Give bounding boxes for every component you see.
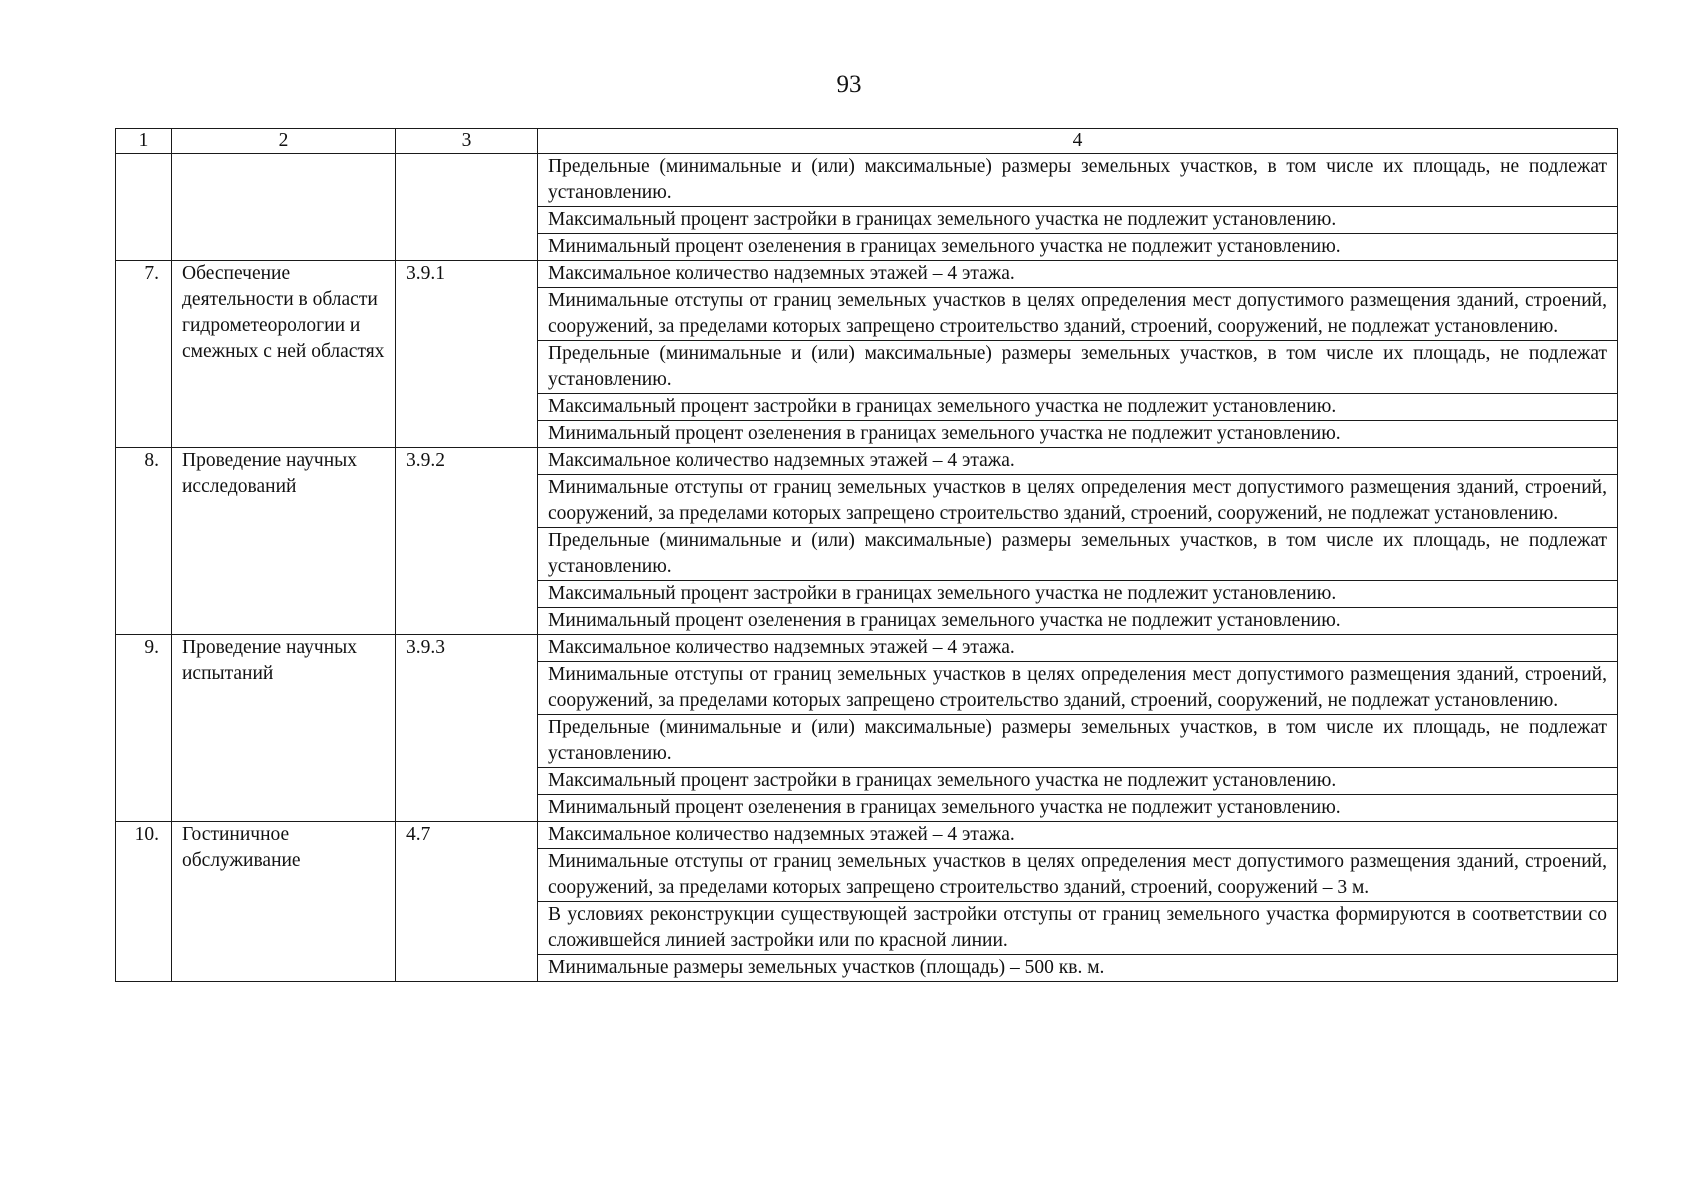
row-number-cell: 8. xyxy=(116,448,172,635)
table-row-8 xyxy=(116,448,1618,475)
parameter-cell: Максимальный процент застройки в границах земельного участка не подлежит установлению. xyxy=(538,581,1618,608)
row-number-cell: 7. xyxy=(116,261,172,448)
table-row-7 xyxy=(116,261,1618,288)
parameter-cell: Минимальные размеры земельных участков (площадь) – 500 кв. м. xyxy=(538,955,1618,982)
parameter-cell: Минимальные отступы от границ земельных участков в целях определения мест допустимого размещения зданий, строений, сооружений, за пределами которых запрещено строительство зданий, строений, сооружений – 3 м. xyxy=(538,849,1618,902)
row-number-cell: 10. xyxy=(116,822,172,982)
use-code-cell xyxy=(396,154,538,261)
use-name-cell: Гостиничное обслуживание xyxy=(172,822,396,982)
parameter-cell: В условиях реконструкции существующей застройки отступы от границ земельного участка формируются в соответствии со сложившейся линией застройки или по красной линии. xyxy=(538,902,1618,955)
parameter-cell: Предельные (минимальные и (или) максимальные) размеры земельных участков, в том числе их площадь, не подлежат установлению. xyxy=(538,528,1618,581)
page-number: 93 xyxy=(836,71,862,98)
table-row-continuation xyxy=(116,154,1618,207)
column-number-3: 3 xyxy=(396,129,538,154)
parameter-cell: Минимальный процент озеленения в границах земельного участка не подлежит установлению. xyxy=(538,608,1618,635)
parameter-cell: Максимальный процент застройки в границах земельного участка не подлежит установлению. xyxy=(538,768,1618,795)
use-code-cell: 4.7 xyxy=(396,822,538,982)
parameter-cell: Максимальное количество надземных этажей – 4 этажа. xyxy=(538,261,1618,288)
parameter-cell: Максимальный процент застройки в границах земельного участка не подлежит установлению. xyxy=(538,394,1618,421)
parameter-cell: Максимальный процент застройки в границах земельного участка не подлежит установлению. xyxy=(538,207,1618,234)
use-code-cell: 3.9.1 xyxy=(396,261,538,448)
parameter-cell: Минимальные отступы от границ земельных участков в целях определения мест допустимого размещения зданий, строений, сооружений, за пределами которых запрещено строительство зданий, строений, сооружений, не подлежат установлению. xyxy=(538,475,1618,528)
use-name-cell: Проведение научных испытаний xyxy=(172,635,396,822)
parameter-cell: Предельные (минимальные и (или) максимальные) размеры земельных участков, в том числе их площадь, не подлежат установлению. xyxy=(538,715,1618,768)
regulations-table xyxy=(115,128,1618,982)
parameter-cell: Максимальное количество надземных этажей – 4 этажа. xyxy=(538,448,1618,475)
table-row-10 xyxy=(116,822,1618,849)
column-number-row xyxy=(116,129,1618,154)
parameter-cell: Минимальный процент озеленения в границах земельного участка не подлежит установлению. xyxy=(538,795,1618,822)
row-number-cell: 9. xyxy=(116,635,172,822)
use-code-cell: 3.9.2 xyxy=(396,448,538,635)
column-number-1: 1 xyxy=(116,129,172,154)
parameter-cell: Предельные (минимальные и (или) максимальные) размеры земельных участков, в том числе их площадь, не подлежат установлению. xyxy=(538,341,1618,394)
parameter-cell: Минимальный процент озеленения в границах земельного участка не подлежит установлению. xyxy=(538,234,1618,261)
use-code-cell: 3.9.3 xyxy=(396,635,538,822)
parameter-cell: Минимальные отступы от границ земельных участков в целях определения мест допустимого размещения зданий, строений, сооружений, за пределами которых запрещено строительство зданий, строений, сооружений, не подлежат установлению. xyxy=(538,288,1618,341)
use-name-cell: Проведение научных исследований xyxy=(172,448,396,635)
use-name-cell: Обеспечение деятельности в области гидрометеорологии и смежных с ней областях xyxy=(172,261,396,448)
column-number-4: 4 xyxy=(538,129,1618,154)
parameter-cell: Максимальное количество надземных этажей – 4 этажа. xyxy=(538,822,1618,849)
row-number-cell xyxy=(116,154,172,261)
parameter-cell: Максимальное количество надземных этажей – 4 этажа. xyxy=(538,635,1618,662)
parameter-cell: Минимальный процент озеленения в границах земельного участка не подлежит установлению. xyxy=(538,421,1618,448)
parameter-cell: Минимальные отступы от границ земельных участков в целях определения мест допустимого размещения зданий, строений, сооружений, за пределами которых запрещено строительство зданий, строений, сооружений, не подлежат установлению. xyxy=(538,662,1618,715)
table-row-9 xyxy=(116,635,1618,662)
parameter-cell: Предельные (минимальные и (или) максимальные) размеры земельных участков, в том числе их площадь, не подлежат установлению. xyxy=(538,154,1618,207)
column-number-2: 2 xyxy=(172,129,396,154)
use-name-cell xyxy=(172,154,396,261)
